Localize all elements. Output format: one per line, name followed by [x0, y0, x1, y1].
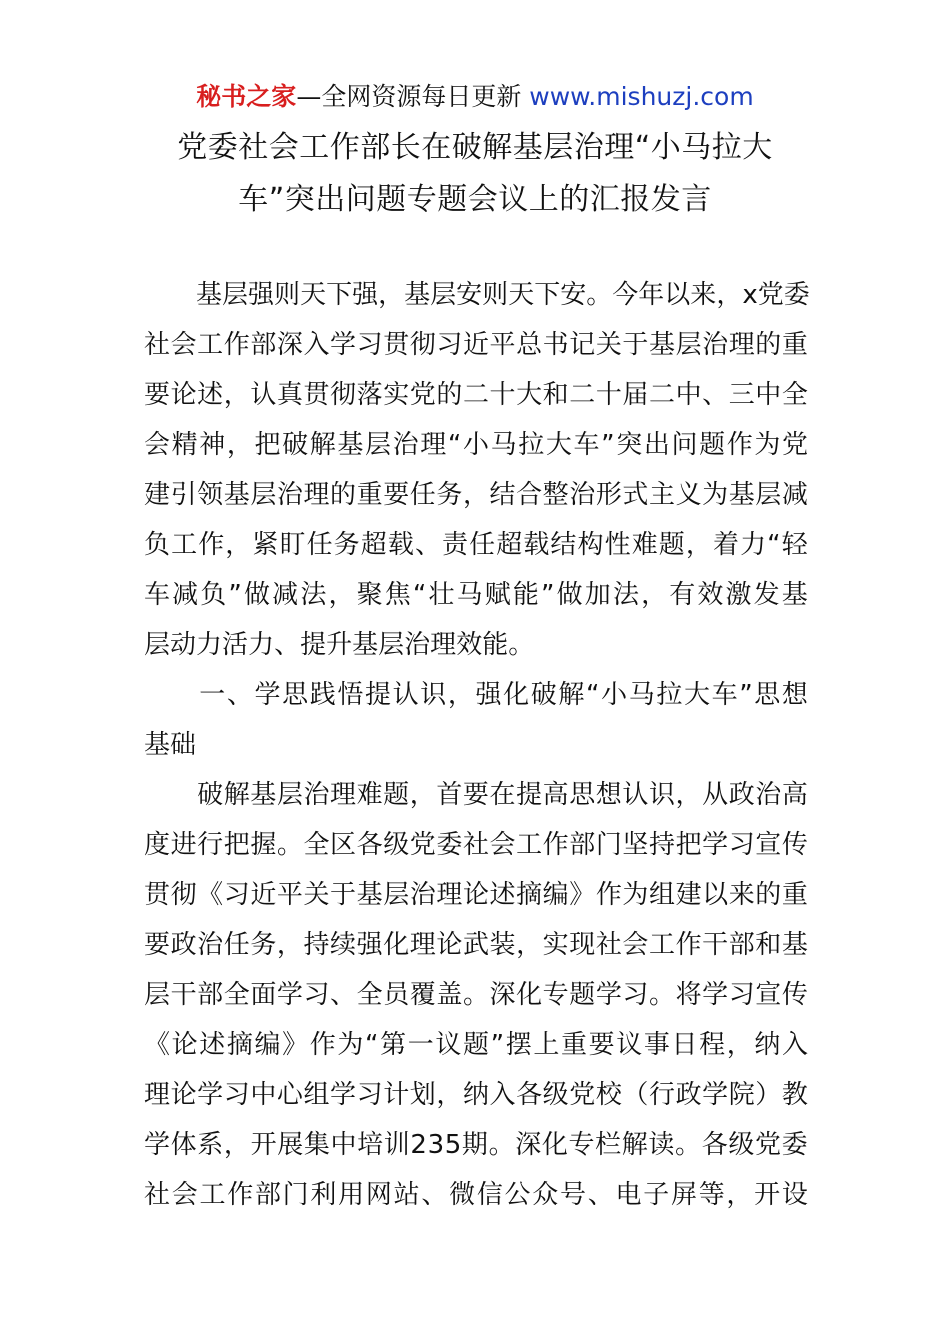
title-line: 党委社会工作部长在破解基层治理“小马拉大: [177, 130, 773, 165]
body-line: 会 精 神 ， 把 破 解 基 层 治 理 “ 小 马 拉 大 车 ” 突 出 问 题 作 为 党: [144, 430, 808, 460]
body-line: 车 减 负 ” 做 减 法 ， 聚 焦 “ 壮 马 赋 能 ” 做 加 法 ， 有 效 激 发 基: [144, 580, 808, 610]
body-line: 理 论 学 习 中 心 组 学 习 计 划 ， 纳 入 各 级 党 校 （ 行 政 学 院 ） 教: [144, 1080, 808, 1110]
body-line: 《 论 述 摘 编 》 作 为 “ 第 一 议 题 ” 摆 上 重 要 议 事 日 程 ， 纳 入: [144, 1030, 808, 1060]
site-brand: 秘书之家: [196, 82, 297, 111]
body-line: 基 础: [144, 730, 197, 760]
body-line: 破 解 基 层 治 理 难 题 ， 首 要 在 提 高 思 想 认 识 ， 从 政 治 高: [197, 780, 808, 810]
body-line: 建 引 领 基 层 治 理 的 重 要 任 务 ， 结 合 整 治 形 式 主 义 为 基 层 减: [144, 480, 808, 510]
body-line: 度 进 行 把 握 。 全 区 各 级 党 委 社 会 工 作 部 门 坚 持 把 学 习 宣 传: [144, 830, 808, 860]
body-line: 一 、 学 思 践 悟 提 认 识 ， 强 化 破 解 “ 小 马 拉 大 车 ” 思 想: [199, 680, 808, 710]
body-line: 要 政 治 任 务 ， 持 续 强 化 理 论 武 装 ， 实 现 社 会 工 作 干 部 和 基: [144, 930, 808, 960]
body-line: 社 会 工 作 部 深 入 学 习 贯 彻 习 近 平 总 书 记 关 于 基 层 治 理 的 重: [144, 330, 808, 360]
body-line: 基 层 强 则 天 下 强 ， 基 层 安 则 天 下 安 。 今 年 以 来 ， x 党 委: [196, 280, 810, 310]
body-line: 负 工 作 ， 紧 盯 任 务 超 载 、 责 任 超 载 结 构 性 难 题 ， 着 力 “ 轻: [144, 530, 808, 560]
title-line: 车”突出问题专题会议上的汇报发言: [238, 182, 712, 217]
body-line: 学 体 系 ， 开 展 集 中 培 训 2 3 5 期 。 深 化 专 栏 解 读 。 各 级 党 委: [144, 1130, 808, 1160]
body-line: 层 干 部 全 面 学 习 、 全 员 覆 盖 。 深 化 专 题 学 习 。 将 学 习 宣 传: [144, 980, 808, 1010]
site-tagline: —全网资源每日更新: [296, 82, 530, 111]
document-title: [0, 122, 950, 226]
body-line: 贯 彻 《 习 近 平 关 于 基 层 治 理 论 述 摘 编 》 作 为 组 建 以 来 的 重: [144, 880, 808, 910]
body-line: 社 会 工 作 部 门 利 用 网 站 、 微 信 公 众 号 、 电 子 屏 等 ， 开 设: [144, 1180, 808, 1210]
body-line: 要 论 述 ， 认 真 贯 彻 落 实 党 的 二 十 大 和 二 十 届 二 中 、 三 中 全: [144, 380, 808, 410]
document-body: [144, 270, 808, 1220]
site-header: [0, 80, 950, 114]
site-url[interactable]: www.mishuzj.com: [529, 82, 754, 111]
body-line: 层 动 力 活 力 、 提 升 基 层 治 理 效 能 。: [144, 630, 535, 660]
